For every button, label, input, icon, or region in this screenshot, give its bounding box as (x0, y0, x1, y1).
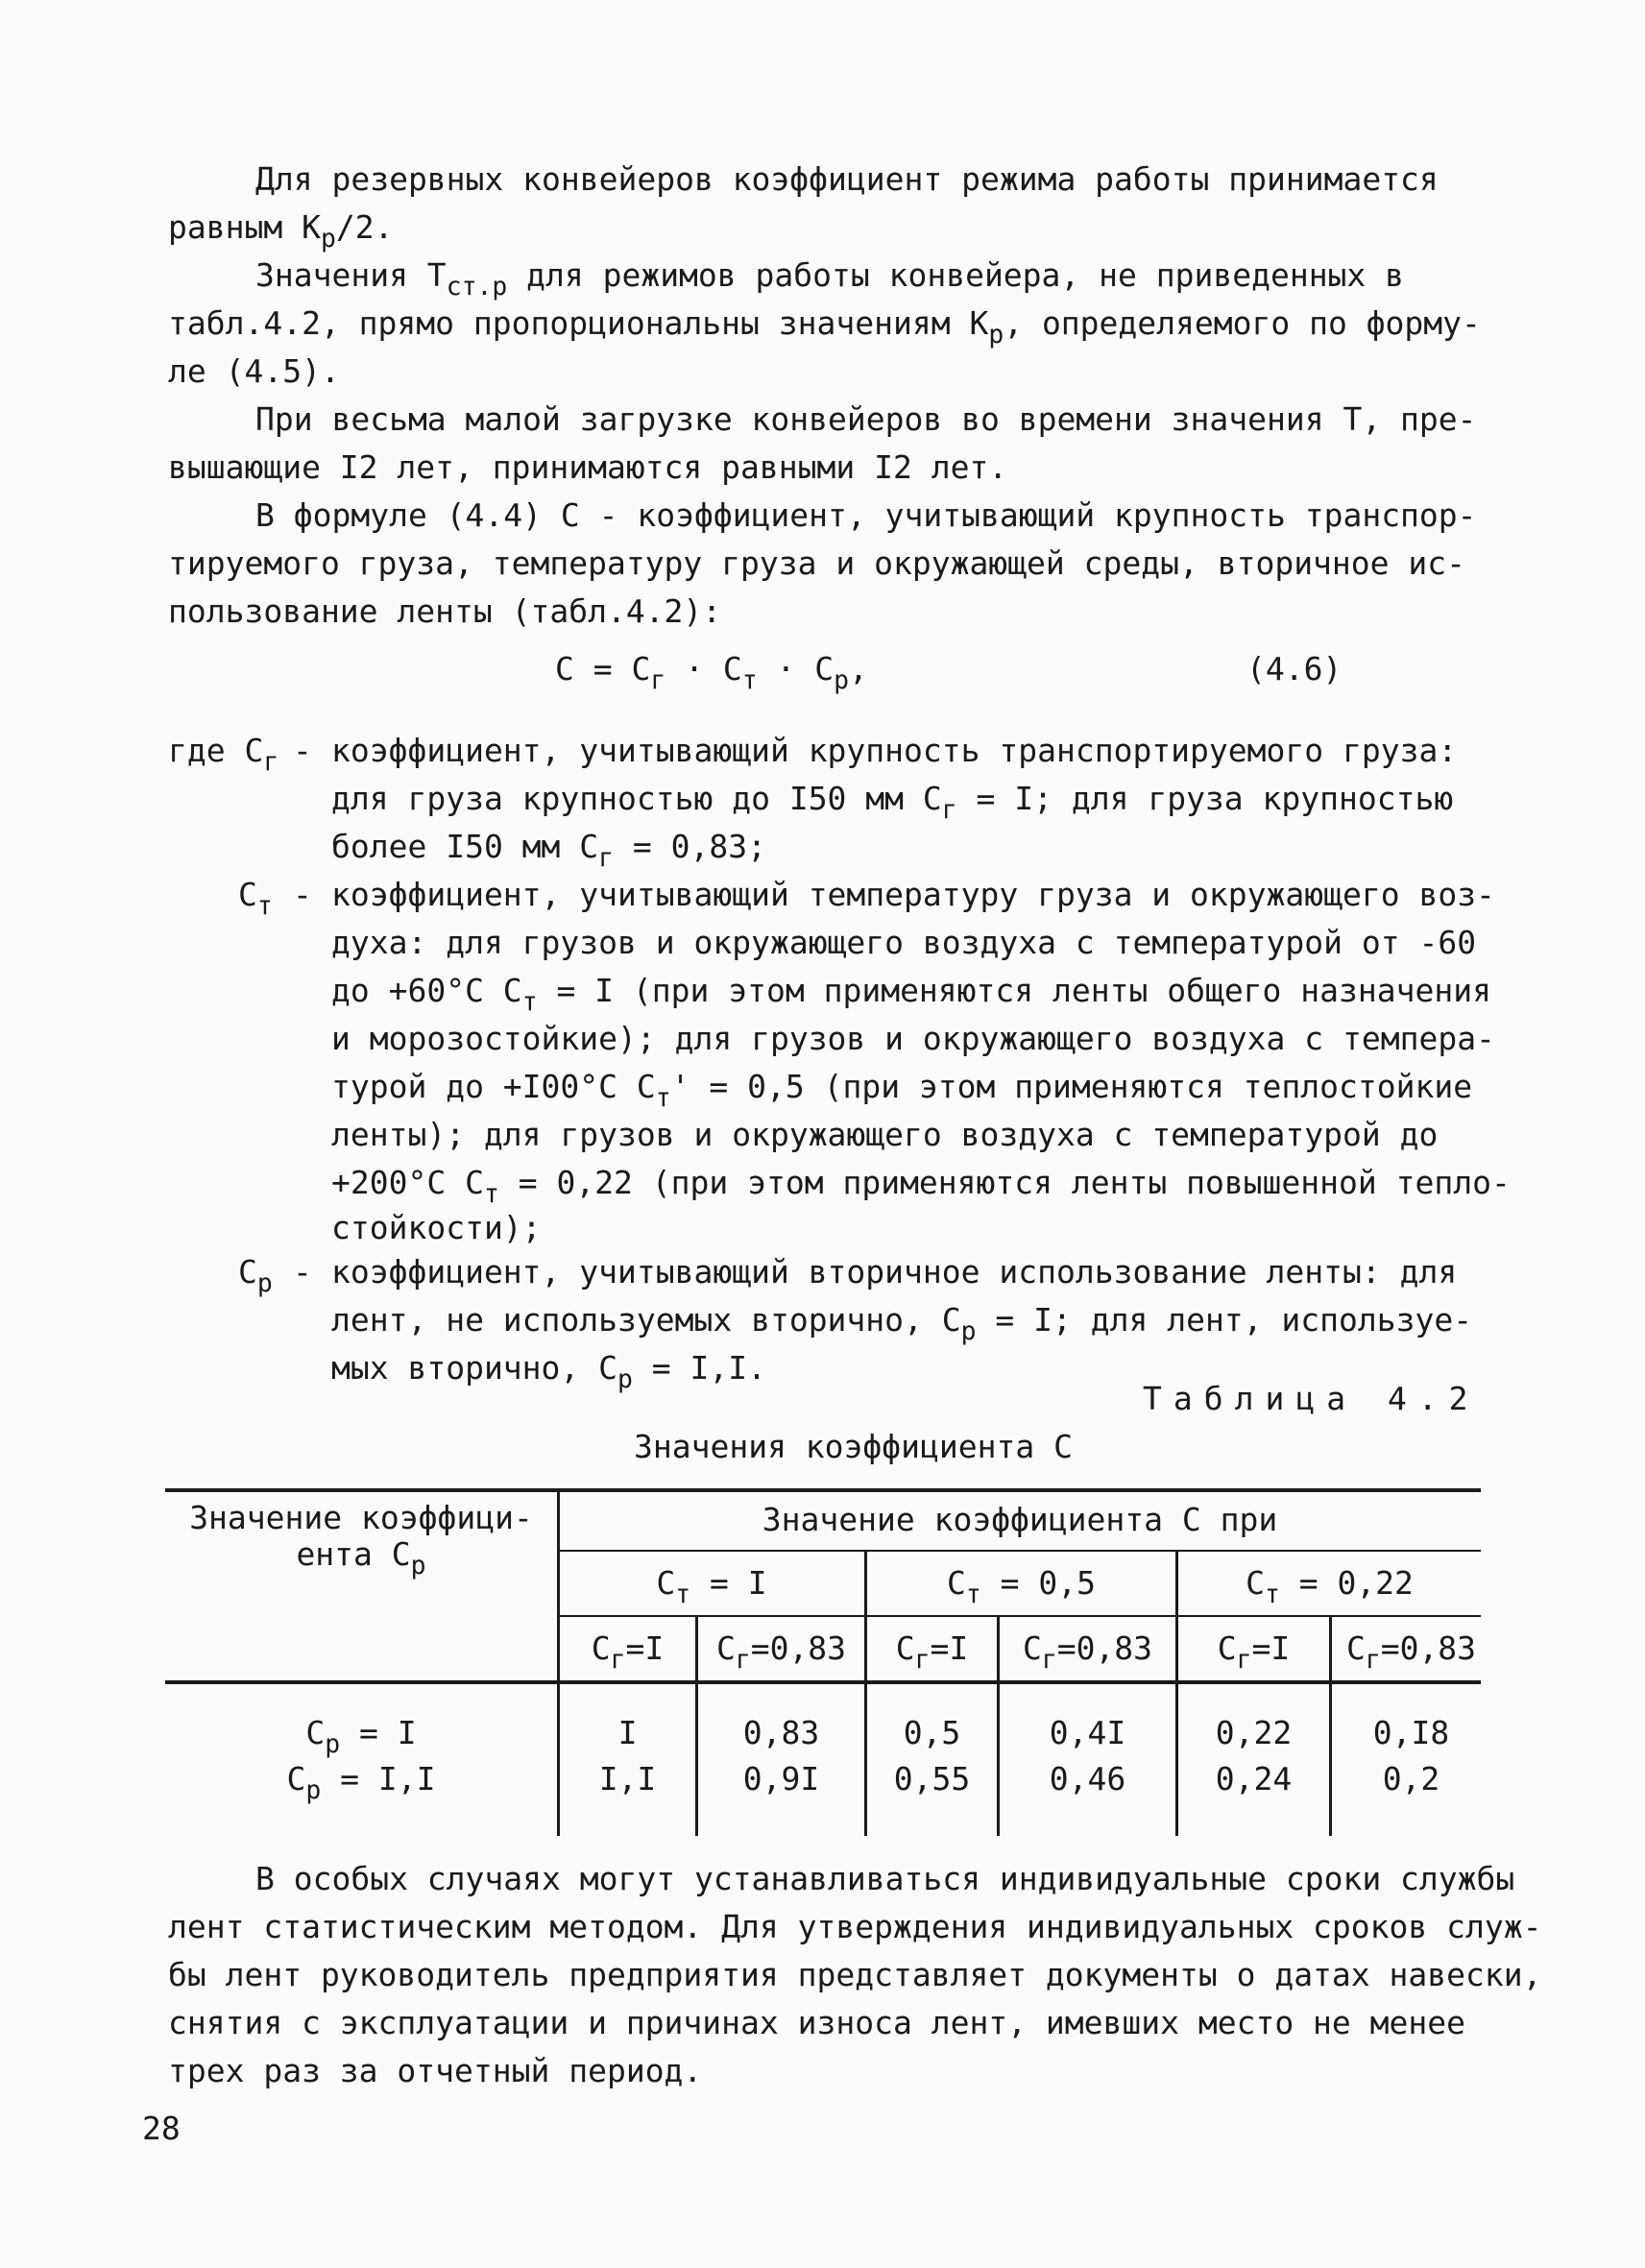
table-cg-header: $С_г=0,83$ (1345, 1629, 1477, 1676)
table-cell: 0,24 (1215, 1760, 1293, 1798)
definition-label: где $С_г$ (168, 732, 279, 778)
paragraph-line: табл.4.2, прямо пропорциональны значениям $К_р$, определяемого по форму- (168, 304, 1481, 350)
definition-line: турой до +I00°С $С_т' = 0,5$ (при этом применяются теплостойкие (331, 1068, 1473, 1114)
definition-line: более I50 мм $С_г = 0,83$; (331, 828, 766, 874)
paragraph-line: ле (4.5). (168, 352, 340, 390)
coefficient-table (165, 1488, 1490, 1853)
table-rule-top (165, 1488, 1481, 1492)
table-label: Таблица 4.2 (1143, 1380, 1480, 1417)
table-cell: 0,22 (1215, 1714, 1293, 1751)
definition-line: и морозостойкие); для грузов и окружающего воздуха с темпера- (331, 1020, 1495, 1057)
table-group-header: Значение коэффициента С при (762, 1501, 1278, 1538)
table-rule (559, 1550, 1481, 1552)
paragraph-line: пользование ленты (табл.4.2): (168, 592, 722, 630)
page-number: 28 (142, 2110, 181, 2147)
table-cell: I,I (598, 1760, 657, 1798)
paragraph-line: При весьма малой загрузке конвейеров во времени значения Т, пре- (255, 400, 1477, 438)
paragraph-line: снятия с эксплуатации и причинах износа лент, имевших место не менее (168, 2004, 1466, 2041)
paragraph-line: Значения $Т_{ст.р}$ для режимов работы конвейера, не приведенных в (255, 256, 1405, 302)
definition-line: до +60°С $С_т = I$ (при этом применяются ленты общего назначения (331, 972, 1491, 1018)
formula-number: (4.6) (1246, 650, 1343, 688)
table-cell: 0,2 (1382, 1760, 1440, 1798)
definition-line: стойкости); (331, 1209, 542, 1246)
table-rowhead: ента $С_р$ (296, 1535, 426, 1581)
paragraph-line: В формуле (4.4) С - коэффициент, учитывающий крупность транспор- (255, 496, 1477, 534)
formula: $С = С_г \cdot С_т \cdot С_р$, (555, 650, 868, 696)
paragraph-line: лент статистическим методом. Для утверждения индивидуальных сроков служ- (168, 1908, 1542, 1945)
table-cell: 0,83 (742, 1714, 820, 1751)
definition-dash: - (293, 876, 312, 913)
definition-line: лент, не используемых вторично, $С_р = I$; для лент, используе- (331, 1301, 1473, 1347)
table-rowhead: Значение коэффици- (189, 1499, 533, 1536)
paragraph-line: равным $К_р/2$. (168, 208, 394, 254)
table-cell: 0,46 (1049, 1760, 1126, 1798)
paragraph-line: тируемого груза, температуру груза и окружающей среды, вторичное ис- (168, 544, 1466, 582)
table-ct-header: $С_т = 0,22$ (1246, 1564, 1414, 1610)
paragraph-line: трех раз за отчетный период. (168, 2052, 703, 2089)
table-rule-header-bottom (165, 1680, 1481, 1684)
table-cell: 0,4I (1049, 1714, 1126, 1751)
definition-dash: - (293, 1253, 312, 1291)
table-cg-header: $С_г=0,83$ (1022, 1629, 1153, 1676)
definition-line: духа: для грузов и окружающего воздуха с температурой от -60 (331, 924, 1477, 961)
table-cell: 0,I8 (1372, 1714, 1450, 1751)
definition-label: $С_р$ (238, 1253, 273, 1299)
table-cell: 0,9I (742, 1760, 820, 1798)
table-cg-header: $С_г=I$ (1217, 1629, 1291, 1676)
table-cell: I (617, 1714, 638, 1751)
definition-line: коэффициент, учитывающий вторичное использование ленты: для (331, 1253, 1458, 1291)
paragraph-line: Для резервных конвейеров коэффициент режима работы принимается (255, 160, 1439, 198)
table-cg-header: $С_г=0,83$ (715, 1629, 847, 1676)
definition-label: $С_т$ (238, 876, 273, 922)
table-cg-header: $С_г=I$ (591, 1629, 665, 1676)
paragraph-line: вышающие I2 лет, принимаются равными I2 лет. (168, 448, 1008, 486)
table-cell: 0,55 (893, 1760, 971, 1798)
definition-line: для груза крупностью до I50 мм $С_г = I$; для груза крупностью (331, 780, 1454, 826)
table-ct-header: $С_т = 0,5$ (947, 1564, 1096, 1610)
definition-line: +200°С $С_т = 0,22$ (при этом применяются ленты повышенной тепло- (331, 1164, 1511, 1210)
table-caption: Значения коэффициента С (634, 1428, 1073, 1465)
definition-line: коэффициент, учитывающий температуру груза и окружающего воз- (331, 876, 1495, 913)
table-row-label: $С_р = I$ (305, 1714, 417, 1760)
definition-dash: - (293, 732, 312, 769)
table-cg-header: $С_г=I$ (895, 1629, 969, 1676)
paragraph-line: бы лент руководитель предприятия представляет документы о датах навески, (168, 1956, 1542, 1993)
definition-line: коэффициент, учитывающий крупность транспортируемого груза: (331, 732, 1458, 769)
table-ct-header: $С_т = I$ (656, 1564, 767, 1610)
table-row-label: $С_р = I,I$ (286, 1760, 436, 1806)
paragraph-line: В особых случаях могут устанавливаться индивидуальные сроки службы (255, 1860, 1515, 1897)
definition-line: мых вторично, $С_р = I,I$. (331, 1349, 766, 1395)
table-cell: 0,5 (903, 1714, 961, 1751)
definition-line: ленты); для грузов и окружающего воздуха с температурой до (331, 1116, 1439, 1153)
